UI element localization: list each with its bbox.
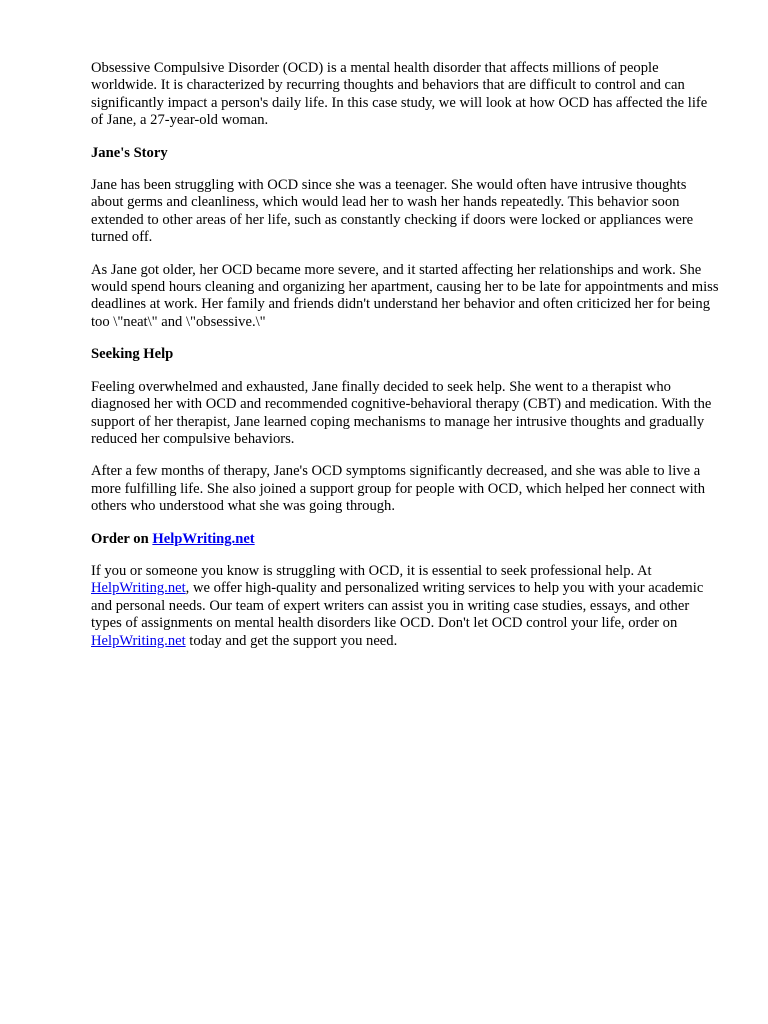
seeking-help-heading: Seeking Help xyxy=(91,346,174,363)
order-text-1: If you or someone you know is struggling with OCD, it is essential to seek professional help. At xyxy=(91,562,652,579)
order-paragraph xyxy=(91,563,721,650)
janes-story-paragraph-1: Jane has been struggling with OCD since she was a teenager. She would often have intrusive thoughts about germs and cleanliness, which would lead her to wash her hands repeatedly. This behavior soon extended to other areas of her life, such as constantly checking if doors were locked or appliances were turned off. xyxy=(91,177,694,246)
janes-story-heading: Jane's Story xyxy=(91,144,168,161)
order-text-3: today and get the support you need. xyxy=(185,632,398,649)
seeking-help-paragraph-2: After a few months of therapy, Jane's OCD symptoms significantly decreased, and she was able to live a more fulfilling life. She also joined a support group for people with OCD, which helped her connect with others who understood what she was going through. xyxy=(91,463,706,515)
helpwriting-link-2[interactable]: HelpWriting.net xyxy=(91,632,186,649)
order-heading-link[interactable]: HelpWriting.net xyxy=(152,530,255,547)
seeking-help-paragraph-1: Feeling overwhelmed and exhausted, Jane finally decided to seek help. She went to a therapist who diagnosed her with OCD and recommended cognitive-behavioral therapy (CBT) and medication. With the support of her therapist, Jane learned coping mechanisms to manage her intrusive thoughts and gradually reduced her compulsive behaviors. xyxy=(91,378,712,447)
helpwriting-link-1[interactable]: HelpWriting.net xyxy=(91,580,186,597)
order-heading-prefix: Order on xyxy=(91,530,153,547)
order-text-2: , we offer high-quality and personalized writing services to help you with your academic and personal needs. Our team of expert writers can assist you in writing case studies, essays, and other types of assignments on mental health disorders like OCD. Don't let OCD control your life, order on xyxy=(91,580,704,632)
order-heading xyxy=(91,531,721,548)
janes-story-paragraph-2: As Jane got older, her OCD became more severe, and it started affecting her relationships and work. She would spend hours cleaning and organizing her apartment, causing her to be late for appointments and miss deadlines at work. Her family and friends didn't understand her behavior and often criticized her for being too \"neat\" and \"obsessive.\" xyxy=(91,261,719,330)
document-page xyxy=(91,60,721,665)
intro-paragraph: Obsessive Compulsive Disorder (OCD) is a mental health disorder that affects millions of people worldwide. It is characterized by recurring thoughts and behaviors that are difficult to control and can significantly impact a person's daily life. In this case study, we will look at how OCD has affected the life of Jane, a 27-year-old woman. xyxy=(91,60,708,129)
